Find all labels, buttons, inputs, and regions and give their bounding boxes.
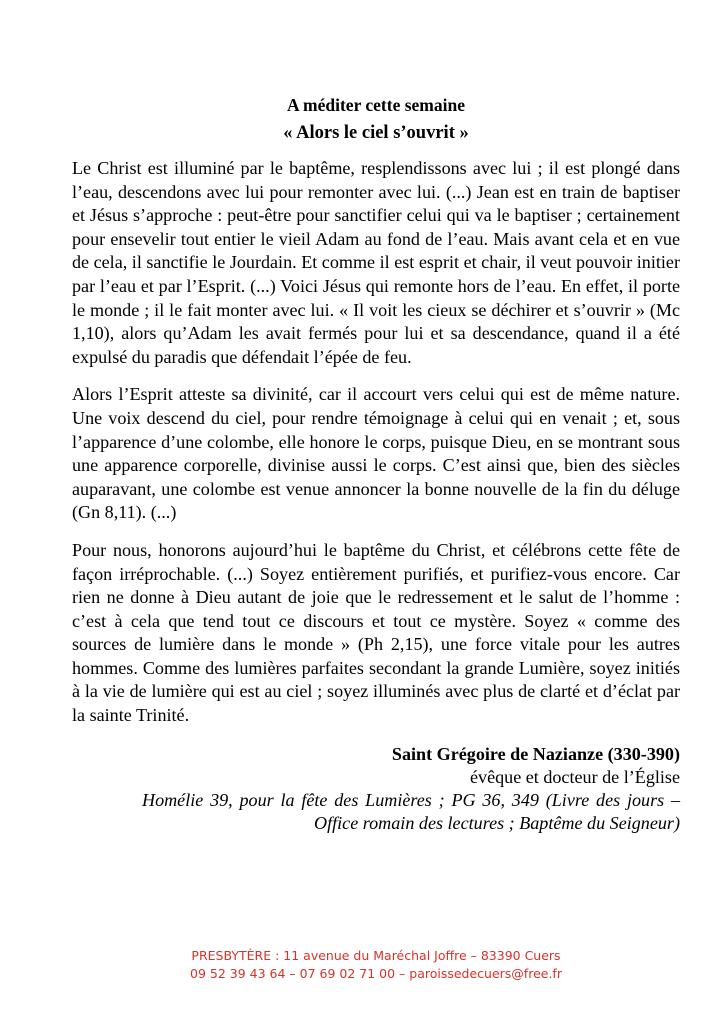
paragraph-1: Le Christ est illuminé par le baptême, resplendissons avec lui ; il est plongé dans l’eau, descendons avec lui pour remonter avec lui. (...) Jean est en train de baptiser et Jésus s’approche : peut-être pour sanctifier celui qui va le baptiser ; certainement pour ensevelir tout entier le vieil Adam au fond de l’eau. Mais avant cela et en vue de cela, il sanctifie le Jourdain. Et comme il est esprit et chair, il veut pouvoir initier par l’eau et par l’Esprit. (...) Voici Jésus qui remonte hors de l’eau. En effet, il porte le monde ; il le fait monter avec lui. « Il voit les cieux se déchirer et s’ouvrir » (Mc 1,10), alors qu’Adam les avait fermés pour lui et sa descendance, quand il a été expulsé du paradis que défendait l’épée de feu.: [72, 158, 680, 367]
heading-subtitle: « Alors le ciel s’ouvrit »: [283, 123, 469, 143]
source-reference: Homélie 39, pour la fête des Lumières ; PG 36, 349 (Livre des jours – Office romain des lectures ; Baptême du Seigneur): [142, 789, 680, 834]
paragraph-3: Pour nous, honorons aujourd’hui le baptême du Christ, et célébrons cette fête de façon irréprochable. (...) Soyez entièrement purifiés, et purifiez-vous encore. Car rien ne donne à Dieu autant de joie que le redressement et le salut de l’homme : c’est à cela que tend tout ce discours et tout ce mystère. Soyez « comme des sources de lumière dans le monde » (Ph 2,15), une force vitale pour les autres hommes. Comme des lumières parfaites secondant la grande Lumière, soyez initiés à la vie de lumière qui est au ciel ; soyez illuminés avec plus de clarté et d’éclat par la sainte Trinité.: [72, 539, 680, 726]
author-name: Saint Grégoire de Nazianze (330-390): [391, 743, 680, 764]
document-page: [72, 92, 680, 836]
author-role: évêque et docteur de l’Église: [470, 766, 680, 787]
footer-phone-email: 09 52 39 43 64 – 07 69 02 71 00 – paroissedecuers@free.fr: [190, 966, 562, 981]
footer-contact: [0, 947, 724, 983]
paragraph-2: Alors l’Esprit atteste sa divinité, car il accourt vers celui qui est de même nature. Une voix descend du ciel, pour rendre témoignage à celui qui en venait ; et, sous l’apparence d’une colombe, elle honore le corps, puisque Dieu, en se montrant sous une apparence corporelle, divinise aussi le corps. C’est ainsi que, bien des siècles auparavant, une colombe est venue annoncer la bonne nouvelle de la fin du déluge (Gn 8,11). (...): [72, 384, 680, 523]
footer-address: PRESBYTÈRE : 11 avenue du Maréchal Joffre – 83390 Cuers: [191, 948, 561, 963]
signature-block: [72, 742, 680, 836]
heading-title: A méditer cette semaine: [286, 95, 465, 115]
